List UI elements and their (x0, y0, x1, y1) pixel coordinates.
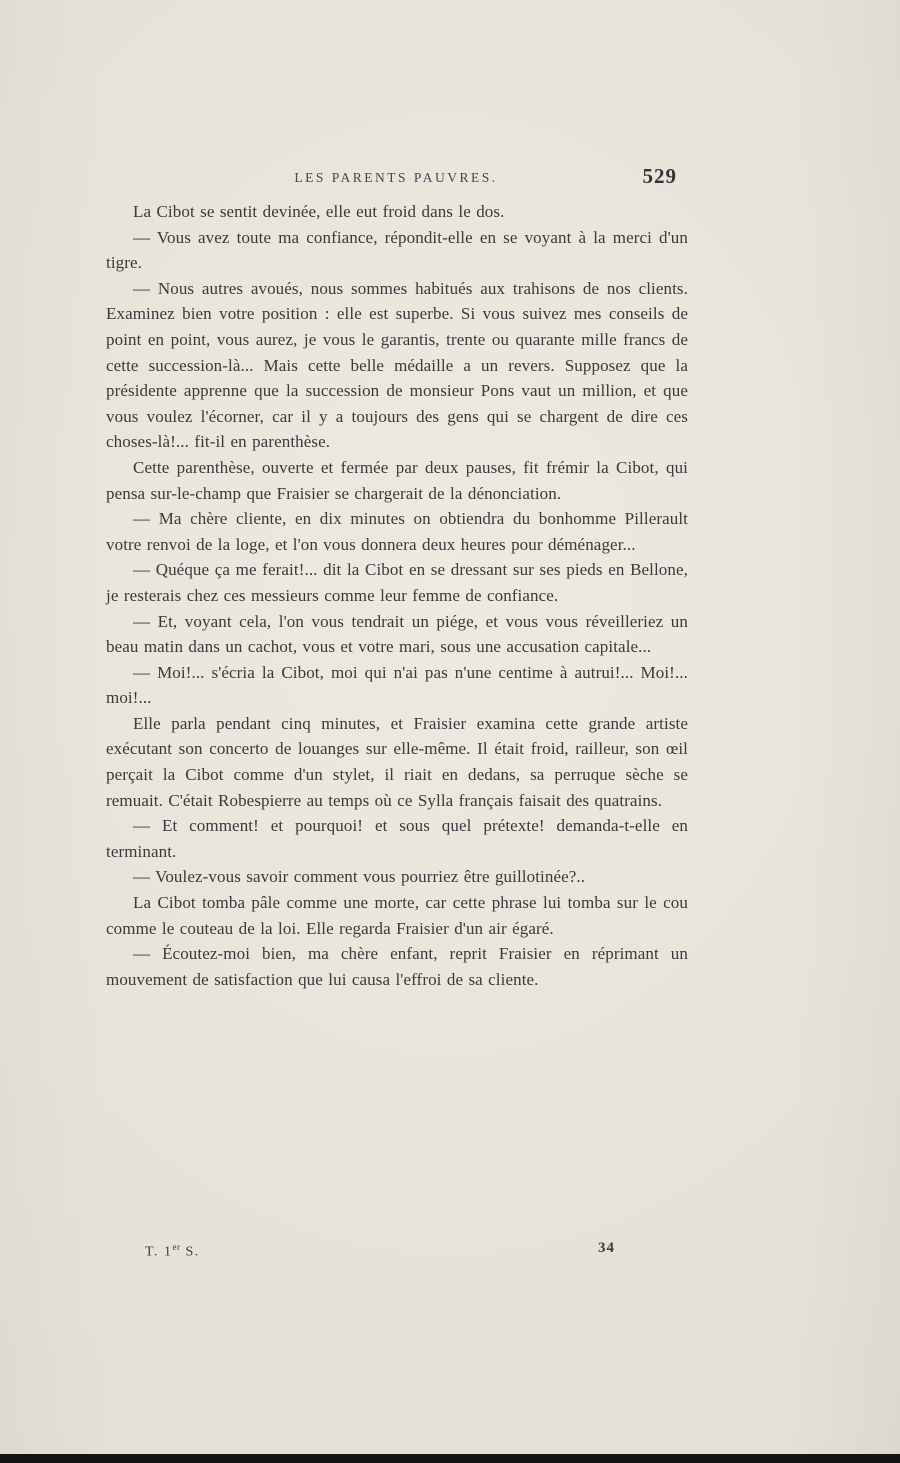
paragraph: La Cibot se sentit devinée, elle eut froid dans le dos. (133, 202, 505, 221)
paragraph: — Moi!... s'écria la Cibot, moi qui n'ai pas n'une centime à autrui!... Moi!... moi!... (106, 662, 688, 708)
volume-prefix: T. 1 (145, 1244, 173, 1260)
paragraph: — Ma chère cliente, en dix minutes on obtiendra du bonhomme Pillerault votre renvoi de la loge, et l'on vous donnera deux heures pour déménager... (106, 509, 688, 554)
paragraph: — Et, voyant cela, l'on vous tendrait un piége, et vous vous réveilleriez un beau matin dans un cachot, vous et votre mari, sous une accusation capitale... (106, 611, 688, 657)
sheet-signature: 34 (598, 1240, 615, 1256)
running-title: LES PARENTS PAUVRES. (294, 170, 498, 185)
paragraph: — Vous avez toute ma confiance, répondit-elle en se voyant à la merci d'un tigre. (106, 227, 688, 273)
paragraph: — Voulez-vous savoir comment vous pourriez être guillotinée?.. (133, 867, 586, 887)
paragraph: — Et comment! et pourquoi! et sous quel prétexte! demanda-t-elle en terminant. (106, 816, 688, 861)
text-block (106, 199, 688, 992)
paragraph: Cette parenthèse, ouverte et fermée par deux pauses, fit frémir la Cibot, qui pensa sur-le-champ que Fraisier se chargerait de la dénonciation. (106, 457, 688, 503)
page-footer (105, 1240, 687, 1266)
paragraph: La Cibot tomba pâle comme une morte, car cette phrase lui tomba sur le cou comme le couteau de la loi. Elle regarda Fraisier d'un air égaré. (106, 893, 688, 938)
volume-signature (145, 1242, 200, 1261)
paragraph: Elle parla pendant cinq minutes, et Fraisier examina cette grande artiste exécutant son concerto de louanges sur elle-même. Il était froid, railleur, son œil perçait la Cibot comme d'un stylet, il riait en dedans, sa perruque sèche se remuait. C'était Robespierre au temps où ce Sylla français faisait des quatrains. (106, 713, 688, 810)
page-header (105, 164, 687, 194)
paragraph: — Écoutez-moi bien, ma chère enfant, reprit Fraisier en réprimant un mouvement de satisfaction que lui causa l'effroi de sa cliente. (106, 944, 688, 989)
paragraph: — Quéque ça me ferait!... dit la Cibot en se dressant sur ses pieds en Bellone, je resterais chez ces messieurs comme leur femme de confiance. (106, 560, 688, 605)
volume-suffix: S. (180, 1244, 200, 1260)
scan-edge (0, 1454, 900, 1463)
paragraph: — Nous autres avoués, nous sommes habitués aux trahisons de nos clients. Examinez bien votre position : elle est superbe. Si vous suivez mes conseils de point en point, vous aurez, je vous le garantis, trente ou quarante mille francs de cette succession-là... Mais cette belle médaille a un revers. Supposez que la présidente apprenne que la succession de monsieur Pons vaut un million, et que vous voulez l'écorner, car il y a toujours des gens qui se chargent de dire ces choses-là!... fit-il en parenthèse. (106, 278, 688, 452)
volume-superscript: er (172, 1242, 181, 1252)
page-number: 529 (642, 164, 677, 188)
